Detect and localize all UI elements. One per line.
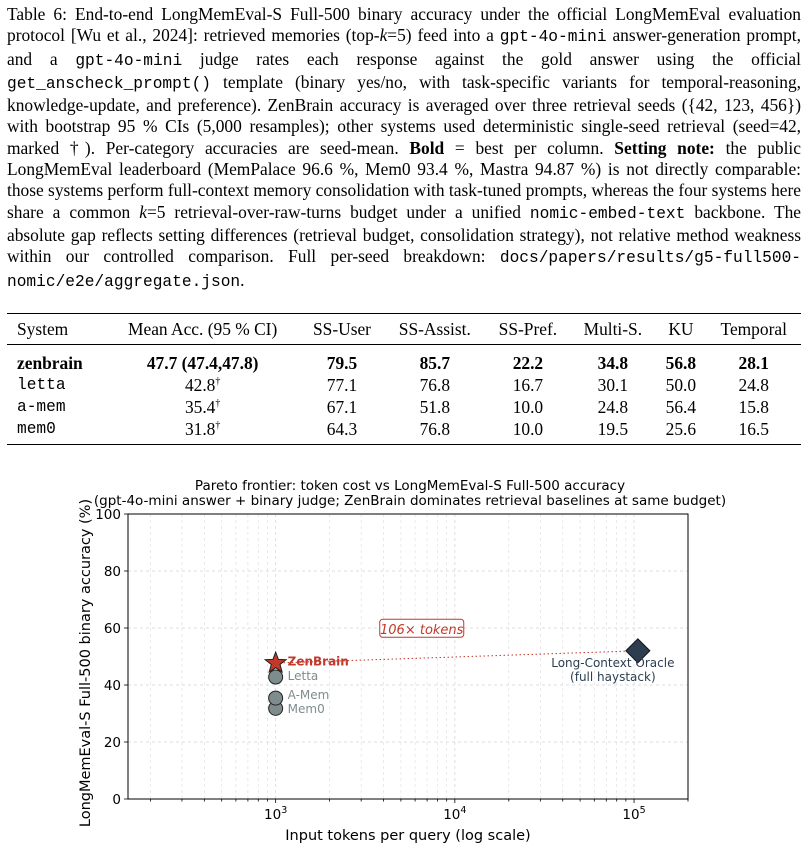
col-header-ss-user: SS-User <box>313 318 371 339</box>
table-caption: Table 6: End-to-end LongMemEval-S Full-500 binary accuracy under the official LongMemEval evaluation protocol [Wu et al., 2024]: retrieved memories (top-k=5) feed into a gpt-4o-mini answer-generation prompt, and a gpt-4o-mini judge rates each response against the gold answer using the official get_anscheck_prompt() template (binary yes/no, with task-specific variants for temporal-reasoning, knowledge-update, and preference). ZenBrain accuracy is averaged over three retrieval seeds ({42, 123, 456}) with bootstrap 95 % CIs (5,000 resamples); other systems used deterministic single-seed retrieval (seed=42, marked †). Per-category accuracies are seed-mean. Bold = best per column. Setting note: the public LongMemEval leaderboard (MemPalace 96.6 %, Mem0 93.4 %, Mastra 94.87 %) is not directly comparable: those systems perform full-context memory consolidation with task-tuned prompts, whereas the four systems here share a common k=5 retrieval-over-raw-turns budget under a unified nomic-embed-text backbone. The absolute gap reflects setting differences (retrieval budget, consolidation strategy), not relative method weakness within our controlled comparison. Full per-seed breakdown: docs/papers/results/g5-full500-nomic/e2e/aggregate.json. <box>7 4 801 291</box>
col-header-system: System <box>17 318 69 339</box>
cell-system: a-mem <box>17 398 66 416</box>
col-header-temporal: Temporal <box>720 318 787 339</box>
table-row <box>7 418 801 445</box>
cell-ss-pref: 10.0 <box>512 396 544 417</box>
cell-ss-pref: 16.7 <box>512 374 544 395</box>
cell-mean: 35.4† <box>184 396 221 417</box>
y-tick-label: 0 <box>112 792 121 808</box>
label-oracle-sub: (full haystack) <box>570 669 656 684</box>
col-header-ku: KU <box>668 318 694 339</box>
cell-temporal: 24.8 <box>738 374 769 395</box>
y-tick-label: 20 <box>103 735 121 751</box>
table-header-row <box>7 314 801 345</box>
y-axis-label: LongMemEval-S Full-500 binary accuracy (%) <box>78 498 94 828</box>
results-table <box>7 313 801 445</box>
col-header-ss-assist: SS-Assist. <box>398 318 471 339</box>
cell-ss-pref: 10.0 <box>512 418 544 439</box>
cell-multi: 34.8 <box>597 352 629 373</box>
cell-ss-assist: 51.8 <box>419 396 451 417</box>
chart-subtitle: (gpt-4o-mini answer + binary judge; ZenBrain dominates retrieval baselines at same budget) <box>93 493 727 509</box>
table-row <box>7 374 801 396</box>
x-tick-label: $10^3$ <box>264 805 288 823</box>
label-a-mem: A-Mem <box>287 688 330 703</box>
col-header-mean: Mean Acc. (95 % CI) <box>128 318 278 339</box>
table-row <box>7 396 801 418</box>
x-axis-label: Input tokens per query (log scale) <box>285 828 531 844</box>
y-tick-label: 80 <box>103 564 121 580</box>
x-tick-label: $10^4$ <box>443 805 467 823</box>
cell-ss-pref: 22.2 <box>512 352 544 373</box>
cell-mean: 47.7 (47.4,47.8) <box>146 352 259 373</box>
single-seed-mark: † <box>215 419 221 431</box>
cell-ss-assist: 76.8 <box>419 418 451 439</box>
point-letta <box>269 670 283 684</box>
cell-system: zenbrain <box>17 352 83 373</box>
cell-multi: 30.1 <box>597 374 629 395</box>
point-a-mem <box>269 691 283 705</box>
y-tick-label: 60 <box>103 621 121 637</box>
annotation-box <box>380 619 464 638</box>
y-tick-label: 40 <box>103 678 121 694</box>
single-seed-mark: † <box>215 375 221 387</box>
single-seed-mark: † <box>215 397 221 409</box>
chart-title: Pareto frontier: token cost vs LongMemEval-S Full-500 accuracy <box>194 478 626 494</box>
cell-temporal: 16.5 <box>738 418 769 439</box>
cell-multi: 19.5 <box>597 418 629 439</box>
cell-ku: 50.0 <box>665 374 697 395</box>
cell-temporal: 28.1 <box>738 352 769 373</box>
cell-ss-assist: 76.8 <box>419 374 451 395</box>
col-header-ss-pref: SS-Pref. <box>498 318 558 339</box>
point-zenbrain <box>265 652 286 672</box>
cell-mean: 31.8† <box>184 418 221 439</box>
y-tick-label: 100 <box>95 507 121 523</box>
x-tick-label: $10^5$ <box>622 805 646 823</box>
cell-temporal: 15.8 <box>738 396 769 417</box>
cell-ss-user: 64.3 <box>326 418 358 439</box>
cell-ss-assist: 85.7 <box>419 352 451 373</box>
cell-ss-user: 77.1 <box>326 374 358 395</box>
cell-multi: 24.8 <box>597 396 629 417</box>
label-oracle: Long-Context Oracle <box>551 655 675 670</box>
cell-system: letta <box>17 376 66 394</box>
cell-ku: 25.6 <box>665 418 697 439</box>
cell-system: mem0 <box>17 420 56 438</box>
cell-ss-user: 79.5 <box>326 352 358 373</box>
cell-ss-user: 67.1 <box>326 396 358 417</box>
label-letta: Letta <box>287 669 319 684</box>
cell-ku: 56.4 <box>665 396 697 417</box>
pareto-chart <box>0 470 808 850</box>
label-zenbrain: ZenBrain <box>287 654 349 669</box>
cell-ku: 56.8 <box>665 352 697 373</box>
table-row <box>7 345 801 375</box>
data-points <box>265 639 674 716</box>
annotation-text: 106× tokens <box>380 622 464 638</box>
cell-mean: 42.8† <box>184 374 221 395</box>
col-header-multi: Multi-S. <box>583 318 643 339</box>
label-mem0: Mem0 <box>287 701 325 716</box>
